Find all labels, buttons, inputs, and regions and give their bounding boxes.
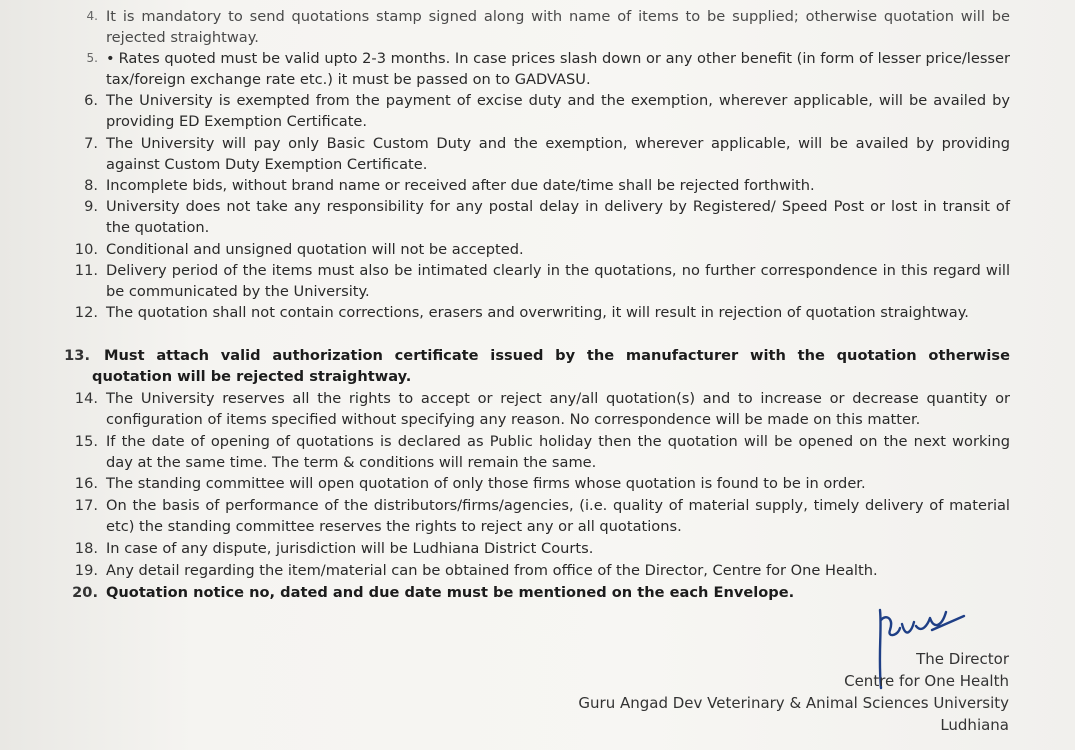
clause-text: Conditional and unsigned quotation will not be accepted. <box>106 241 524 258</box>
clause-11 <box>62 260 1010 302</box>
clause-13 <box>62 345 1010 387</box>
clause-text: The quotation shall not contain corrections, erasers and overwriting, it will result in rejection of quotation straightway. <box>106 304 969 321</box>
clause-number: 14. <box>74 390 98 407</box>
signature-block <box>578 648 1009 736</box>
clause-text: It is mandatory to send quotations stamp signed along with name of items to be supplied; otherwise quotation will be rejected straightway. <box>106 8 1010 46</box>
clause-18 <box>62 538 1010 559</box>
clause-17 <box>62 495 1010 537</box>
clause-text: • Rates quoted must be valid upto 2-3 months. In case prices slash down or any other benefit (in form of lesser price/lesser tax/foreign exchange rate etc.) it must be passed on to GADVASU. <box>106 50 1010 88</box>
clause-6 <box>62 90 1010 132</box>
clause-5 <box>62 48 1010 90</box>
signatory-title: The Director <box>916 650 1009 668</box>
signatory-city: Ludhiana <box>940 716 1009 734</box>
clause-text: Must attach valid authorization certificate issued by the manufacturer with the quotation otherwise quotation will be rejected straightway. <box>92 347 1010 385</box>
clause-text: Incomplete bids, without brand name or received after due date/time shall be rejected forthwith. <box>106 177 815 194</box>
clause-text: Delivery period of the items must also be intimated clearly in the quotations, no further correspondence in this regard will be communicated by the University. <box>106 262 1010 300</box>
clause-number: 5. <box>86 51 98 65</box>
clause-20 <box>62 582 1010 603</box>
clause-number: 10. <box>74 241 98 258</box>
clause-number: 13. <box>64 347 90 364</box>
clause-10 <box>62 239 1010 260</box>
clause-text: The University will pay only Basic Custom Duty and the exemption, wherever applicable, will be availed by providing against Custom Duty Exemption Certificate. <box>106 135 1010 173</box>
clause-text: The standing committee will open quotation of only those firms whose quotation is found to be in order. <box>106 475 866 492</box>
clause-8 <box>62 175 1010 196</box>
clause-text: University does not take any responsibility for any postal delay in delivery by Registered/ Speed Post or lost in transit of the quotation. <box>106 198 1010 236</box>
clause-number: 8. <box>84 177 98 194</box>
clause-text: If the date of opening of quotations is declared as Public holiday then the quotation will be opened on the next working day at the same time. The term & conditions will remain the same. <box>106 433 1010 471</box>
clause-text: In case of any dispute, jurisdiction will be Ludhiana District Courts. <box>106 540 594 557</box>
clause-12 <box>62 302 1010 323</box>
clause-number: 20. <box>72 584 98 601</box>
clause-7 <box>62 133 1010 175</box>
clause-number: 17. <box>74 497 98 514</box>
clause-number: 15. <box>74 433 98 450</box>
clause-15 <box>62 431 1010 473</box>
clause-14 <box>62 388 1010 430</box>
clause-text: On the basis of performance of the distributors/firms/agencies, (i.e. quality of material supply, timely delivery of material etc) the standing committee reserves the rights to reject any or all quotations. <box>106 497 1010 535</box>
clause-number: 9. <box>84 198 98 215</box>
clause-number: 4. <box>86 9 98 23</box>
clause-19 <box>62 560 1010 581</box>
clause-number: 19. <box>74 562 98 579</box>
clause-text: The University reserves all the rights to accept or reject any/all quotation(s) and to increase or decrease quantity or configuration of items specified without specifying any reason. No correspondence will be made on this matter. <box>106 390 1010 428</box>
bullet-icon: • <box>106 50 115 67</box>
clause-number: 18. <box>74 540 98 557</box>
clause-number: 7. <box>84 135 98 152</box>
signatory-university: Guru Angad Dev Veterinary & Animal Sciences University <box>578 694 1009 712</box>
clause-number: 16. <box>74 475 98 492</box>
clause-text: Quotation notice no, dated and due date must be mentioned on the each Envelope. <box>106 584 795 601</box>
clause-number: 11. <box>74 262 98 279</box>
signatory-centre: Centre for One Health <box>844 672 1009 690</box>
clause-text: Any detail regarding the item/material can be obtained from office of the Director, Centre for One Health. <box>106 562 878 579</box>
clause-number: 12. <box>74 304 98 321</box>
clause-4 <box>62 6 1010 48</box>
clause-9 <box>62 196 1010 238</box>
clause-16 <box>62 473 1010 494</box>
clause-number: 6. <box>84 92 98 109</box>
clause-text: The University is exempted from the payment of excise duty and the exemption, wherever applicable, will be availed by providing ED Exemption Certificate. <box>106 92 1010 130</box>
